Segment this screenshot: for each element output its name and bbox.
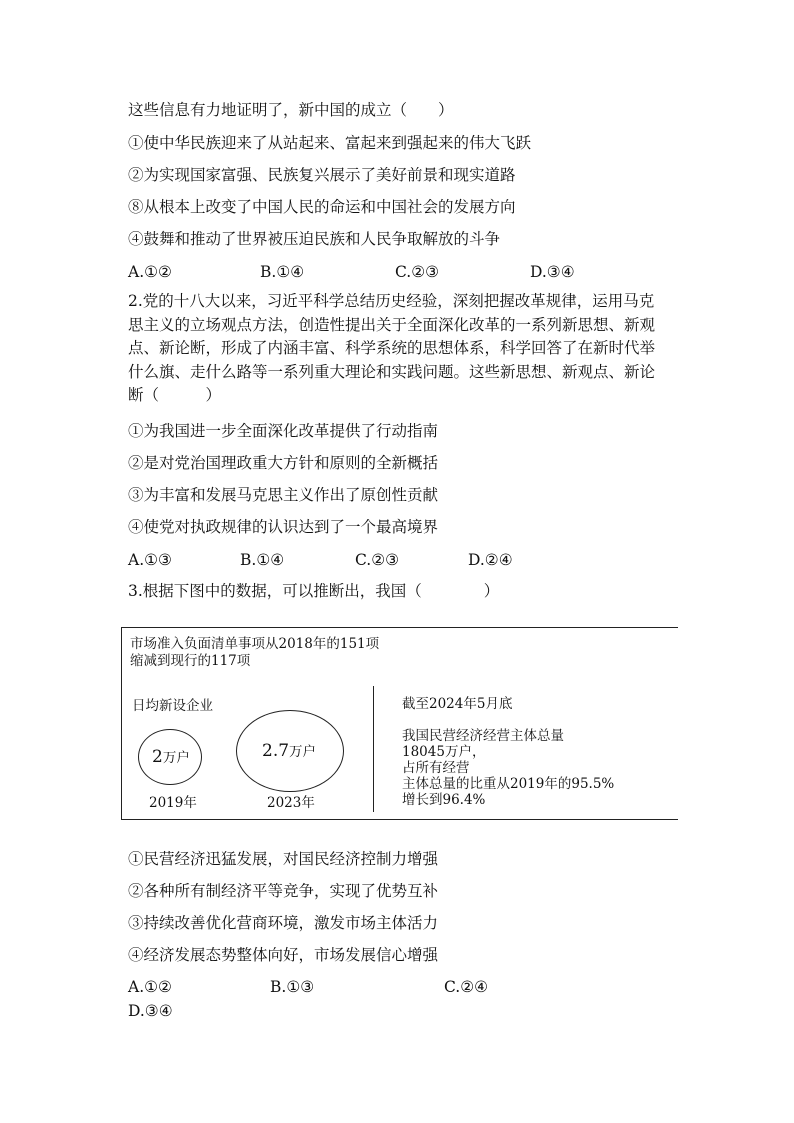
q3-option-c: C.②④: [444, 978, 489, 996]
q1-statement-2: ②为实现国家富强、民族复兴展示了美好前景和现实道路: [128, 166, 516, 184]
figure-right-title: 截至2024年5月底: [402, 696, 513, 712]
q3-statement-2: ②各种所有制经济平等竞争，实现了优势互补: [128, 882, 439, 900]
q2-statement-3: ③为丰富和发展马克思主义作出了原创性贡献: [128, 486, 439, 504]
figure-top-line-1: 市场准入负面清单事项从2018年的151项: [130, 636, 380, 652]
q3-stem: 3.根据下图中的数据，可以推断出，我国（ ）: [128, 582, 500, 600]
q3-statement-1: ①民营经济迅猛发展，对国民经济控制力增强: [128, 850, 439, 868]
circle-2023-label: [262, 740, 316, 761]
q1-option-d: D.③④: [530, 263, 575, 281]
q2-option-d: D.②④: [468, 551, 513, 569]
figure-divider: [373, 686, 374, 812]
figure-year-2023: 2023年: [267, 795, 315, 811]
q2-option-a: A.①③: [128, 551, 172, 569]
q1-statement-1: ①使中华民族迎来了从站起来、富起来到强起来的伟大飞跃: [128, 134, 532, 152]
q1-statement-3: ⑧从根本上改变了中国人民的命运和中国社会的发展方向: [128, 198, 516, 216]
figure-left-title: 日均新设企业: [132, 698, 213, 714]
circle-2019-value: 2: [152, 747, 163, 767]
circle-2019-label: [152, 746, 190, 767]
figure-right-line-3: 占所有经营: [402, 760, 470, 776]
q2-stem: 2.党的十八大以来，习近平科学总结历史经验，深刻把握改革规律，运用马克思主义的立场观点方法，创造性提出关于全面深化改革的一系列新思想、新观点、新论断，形成了内涵丰富、科学系统的思想体系，科学回答了在新时代举什么旗、走什么路等一系列重大理论和实践问题。这些新思想、新观点、新论断（ ）: [128, 292, 656, 404]
q2-option-b: B.①④: [240, 551, 285, 569]
q3-option-a: A.①②: [128, 978, 172, 996]
q1-option-c: C.②③: [395, 263, 440, 281]
figure-right-line-4: 主体总量的比重从2019年的95.5%: [402, 776, 615, 792]
q3-statement-3: ③持续改善优化营商环境，激发市场主体活力: [128, 914, 439, 932]
circle-2019-unit: 万户: [162, 750, 190, 766]
figure-right-line-2: 18045万户，: [402, 744, 486, 760]
q3-option-d: D.③④: [128, 1002, 173, 1020]
figure-right-line-5: 增长到96.4%: [402, 792, 486, 808]
q2-statement-2: ②是对党治国理政重大方针和原则的全新概括: [128, 454, 439, 472]
circle-2023-unit: 万户: [289, 744, 317, 760]
q1-stem: 这些信息有力地证明了，新中国的成立（ ）: [128, 101, 454, 119]
q2-statement-1: ①为我国进一步全面深化改革提供了行动指南: [128, 422, 439, 440]
q2-option-c: C.②③: [355, 551, 400, 569]
q2-statement-4: ④使党对执政规律的认识达到了一个最高境界: [128, 518, 439, 536]
q1-option-b: B.①④: [260, 263, 305, 281]
q1-option-a: A.①②: [128, 263, 172, 281]
q3-figure: [121, 627, 678, 820]
q3-option-b: B.①③: [270, 978, 315, 996]
figure-top-line-2: 缩减到现行的117项: [130, 653, 251, 669]
figure-year-2019: 2019年: [149, 795, 197, 811]
q1-statement-4: ④鼓舞和推动了世界被压迫民族和人民争取解放的斗争: [128, 230, 501, 248]
q3-statement-4: ④经济发展态势整体向好，市场发展信心增强: [128, 946, 439, 964]
figure-right-line-1: 我国民营经济经营主体总量: [402, 728, 564, 744]
circle-2023-value: 2.7: [262, 741, 290, 761]
